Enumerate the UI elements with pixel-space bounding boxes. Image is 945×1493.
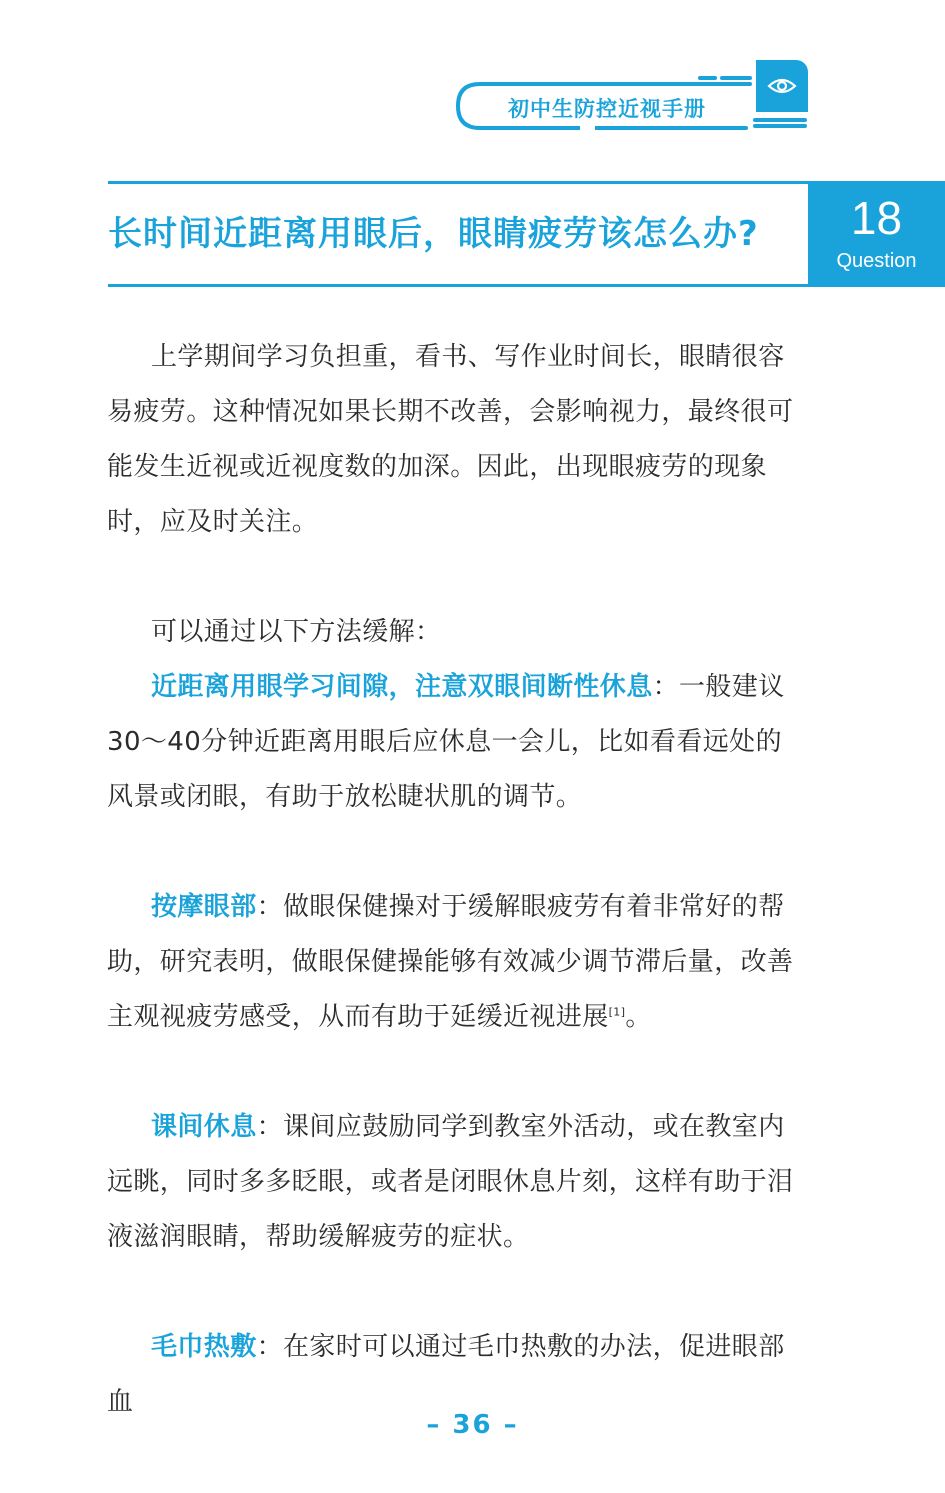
intro-paragraph: 上学期间学习负担重，看书、写作业时间长，眼睛很容易疲劳。这种情况如果长期不改善，会影响视力，最终很可能发生近视或近视度数的加深。因此，出现眼疲劳的现象时，应及时关注。 [107, 342, 794, 537]
method-rest-heading: 近距离用眼学习间隙，注意双眼间断性休息 [151, 672, 653, 702]
eye-badge [756, 60, 808, 112]
article-body [107, 330, 807, 1430]
question-number-box [808, 181, 945, 287]
method-towel-heading: 毛巾热敷 [151, 1332, 257, 1362]
citation-ref[interactable]: [1] [608, 1005, 626, 1019]
method-rest-paragraph [107, 660, 807, 825]
method-massage-body: ：做眼保健操对于缓解眼疲劳有着非常好的帮助，研究表明，做眼保健操能够有效减少调节滞后量，改善主观视疲劳感受，从而有助于延缓近视进展 [107, 892, 794, 1032]
method-break-body: ：课间应鼓励同学到教室外活动，或在教室内远眺，同时多多眨眼，或者是闭眼休息片刻，这样有助于泪液滋润眼睛，帮助缓解疲劳的症状。 [107, 1112, 794, 1252]
method-towel-body: ：在家时可以通过毛巾热敷的办法，促进眼部血 [107, 1332, 785, 1417]
handbook-title: 初中生防控近视手册 [508, 97, 706, 121]
method-rest-body: ：一般建议30～40分钟近距离用眼后应休息一会儿，比如看看远处的风景或闭眼，有助于放松睫状肌的调节。 [107, 672, 785, 812]
method-massage-end: 。 [625, 1002, 652, 1032]
title-rule-bottom [108, 284, 808, 287]
method-break-paragraph [107, 1100, 807, 1265]
question-label: Question [836, 250, 917, 272]
method-break-heading: 课间休息 [151, 1112, 257, 1142]
title-rule-top [108, 181, 808, 184]
eye-icon [767, 76, 797, 96]
question-number: 18 [850, 192, 903, 244]
question-title: 长时间近距离用眼后，眼睛疲劳该怎么办? [108, 214, 759, 254]
method-massage-paragraph [107, 880, 807, 1045]
page-number: – 36 – [426, 1410, 519, 1440]
methods-intro: 可以通过以下方法缓解： [151, 617, 442, 647]
method-massage-heading: 按摩眼部 [151, 892, 257, 922]
